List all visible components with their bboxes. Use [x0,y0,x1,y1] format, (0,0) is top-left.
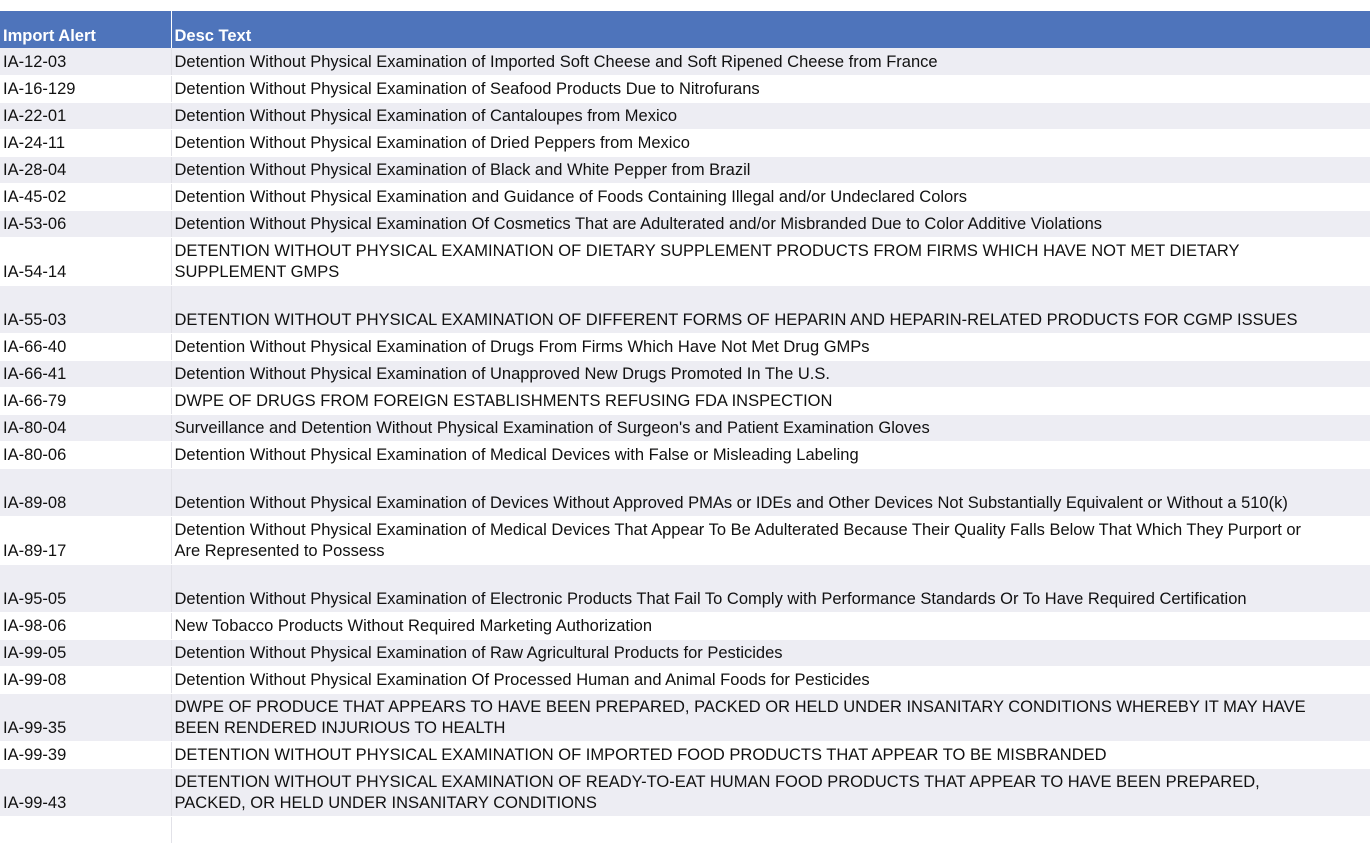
desc-text-cell[interactable]: DWPE OF PRODUCE THAT APPEARS TO HAVE BEEN PREPARED, PACKED OR HELD UNDER INSANITARY CONDITIONS WHEREBY IT MAY HAVE BEEN RENDERED INJURIOUS TO HEALTH [171,693,1370,741]
table-row [0,612,1370,639]
import-alert-table [0,11,1370,844]
empty-row [0,816,1370,843]
desc-text-cell[interactable]: Detention Without Physical Examination of Drugs From Firms Which Have Not Met Drug GMPs [171,333,1370,360]
import-alert-cell[interactable]: IA-22-01 [0,102,171,129]
table-row [0,333,1370,360]
import-alert-cell[interactable]: IA-99-35 [0,693,171,741]
table-row [0,468,1370,516]
desc-text-cell[interactable]: Detention Without Physical Examination of Imported Soft Cheese and Soft Ripened Cheese from France [171,48,1370,75]
table-row [0,360,1370,387]
table-row [0,516,1370,564]
import-alert-cell[interactable]: IA-99-05 [0,639,171,666]
import-alert-cell[interactable]: IA-95-05 [0,564,171,612]
table-row [0,75,1370,102]
import-alert-cell[interactable]: IA-53-06 [0,210,171,237]
desc-text-cell[interactable]: Detention Without Physical Examination of Unapproved New Drugs Promoted In The U.S. [171,360,1370,387]
column-header-import-alert[interactable]: Import Alert [0,11,171,48]
import-alert-cell[interactable]: IA-80-04 [0,414,171,441]
import-alert-cell[interactable]: IA-24-11 [0,129,171,156]
table-row [0,666,1370,693]
desc-text-cell[interactable]: Detention Without Physical Examination of Cantaloupes from Mexico [171,102,1370,129]
table-row [0,129,1370,156]
desc-text-cell[interactable]: Detention Without Physical Examination of Medical Devices That Appear To Be Adulterated Because Their Quality Falls Below That Which They Purport or Are Represented to Possess [171,516,1370,564]
empty-cell[interactable] [171,816,1370,843]
table-row [0,387,1370,414]
desc-text-cell[interactable]: Detention Without Physical Examination of Seafood Products Due to Nitrofurans [171,75,1370,102]
table-row [0,639,1370,666]
import-alert-cell[interactable]: IA-99-08 [0,666,171,693]
import-alert-cell[interactable]: IA-66-40 [0,333,171,360]
desc-text-cell[interactable]: Detention Without Physical Examination of Raw Agricultural Products for Pesticides [171,639,1370,666]
import-alert-cell[interactable]: IA-54-14 [0,237,171,285]
desc-text-cell[interactable]: Detention Without Physical Examination Of Processed Human and Animal Foods for Pesticides [171,666,1370,693]
import-alert-cell[interactable]: IA-89-08 [0,468,171,516]
desc-text-cell[interactable]: Detention Without Physical Examination of Medical Devices with False or Misleading Labeling [171,441,1370,468]
table-row [0,48,1370,75]
import-alert-cell[interactable]: IA-66-79 [0,387,171,414]
desc-text-cell[interactable]: DETENTION WITHOUT PHYSICAL EXAMINATION OF READY-TO-EAT HUMAN FOOD PRODUCTS THAT APPEAR TO HAVE BEEN PREPARED, PACKED, OR HELD UNDER INSANITARY CONDITIONS [171,768,1370,816]
table-row [0,741,1370,768]
desc-text-cell[interactable]: Detention Without Physical Examination of Devices Without Approved PMAs or IDEs and Other Devices Not Substantially Equivalent or Without a 510(k) [171,468,1370,516]
table-row [0,285,1370,333]
table-row [0,441,1370,468]
import-alert-cell[interactable]: IA-45-02 [0,183,171,210]
table-row [0,768,1370,816]
desc-text-cell[interactable]: Detention Without Physical Examination of Black and White Pepper from Brazil [171,156,1370,183]
desc-text-cell[interactable]: Detention Without Physical Examination of Dried Peppers from Mexico [171,129,1370,156]
table-row [0,156,1370,183]
desc-text-cell[interactable]: DETENTION WITHOUT PHYSICAL EXAMINATION OF DIETARY SUPPLEMENT PRODUCTS FROM FIRMS WHICH HAVE NOT MET DIETARY SUPPLEMENT GMPS [171,237,1370,285]
import-alert-cell[interactable]: IA-99-43 [0,768,171,816]
desc-text-cell[interactable]: DETENTION WITHOUT PHYSICAL EXAMINATION OF DIFFERENT FORMS OF HEPARIN AND HEPARIN-RELATED PRODUCTS FOR CGMP ISSUES [171,285,1370,333]
desc-text-cell[interactable]: DWPE OF DRUGS FROM FOREIGN ESTABLISHMENTS REFUSING FDA INSPECTION [171,387,1370,414]
import-alert-cell[interactable]: IA-80-06 [0,441,171,468]
table-row [0,183,1370,210]
table-body [0,48,1370,843]
import-alert-cell[interactable]: IA-99-39 [0,741,171,768]
desc-text-cell[interactable]: Detention Without Physical Examination Of Cosmetics That are Adulterated and/or Misbranded Due to Color Additive Violations [171,210,1370,237]
desc-text-cell[interactable]: Surveillance and Detention Without Physical Examination of Surgeon's and Patient Examination Gloves [171,414,1370,441]
import-alert-cell[interactable]: IA-28-04 [0,156,171,183]
import-alert-cell[interactable]: IA-89-17 [0,516,171,564]
import-alert-cell[interactable]: IA-16-129 [0,75,171,102]
spreadsheet [0,11,1370,844]
column-header-desc-text[interactable]: Desc Text [171,11,1370,48]
desc-text-cell[interactable]: DETENTION WITHOUT PHYSICAL EXAMINATION OF IMPORTED FOOD PRODUCTS THAT APPEAR TO BE MISBRANDED [171,741,1370,768]
desc-text-cell[interactable]: Detention Without Physical Examination of Electronic Products That Fail To Comply with Performance Standards Or To Have Required Certification [171,564,1370,612]
import-alert-cell[interactable]: IA-12-03 [0,48,171,75]
import-alert-cell[interactable]: IA-66-41 [0,360,171,387]
table-row [0,693,1370,741]
desc-text-cell[interactable]: Detention Without Physical Examination and Guidance of Foods Containing Illegal and/or Undeclared Colors [171,183,1370,210]
desc-text-cell[interactable]: New Tobacco Products Without Required Marketing Authorization [171,612,1370,639]
table-row [0,414,1370,441]
table-row [0,210,1370,237]
empty-cell[interactable] [0,816,171,843]
import-alert-cell[interactable]: IA-55-03 [0,285,171,333]
import-alert-cell[interactable]: IA-98-06 [0,612,171,639]
table-row [0,102,1370,129]
table-row [0,237,1370,285]
header-row [0,11,1370,48]
table-row [0,564,1370,612]
